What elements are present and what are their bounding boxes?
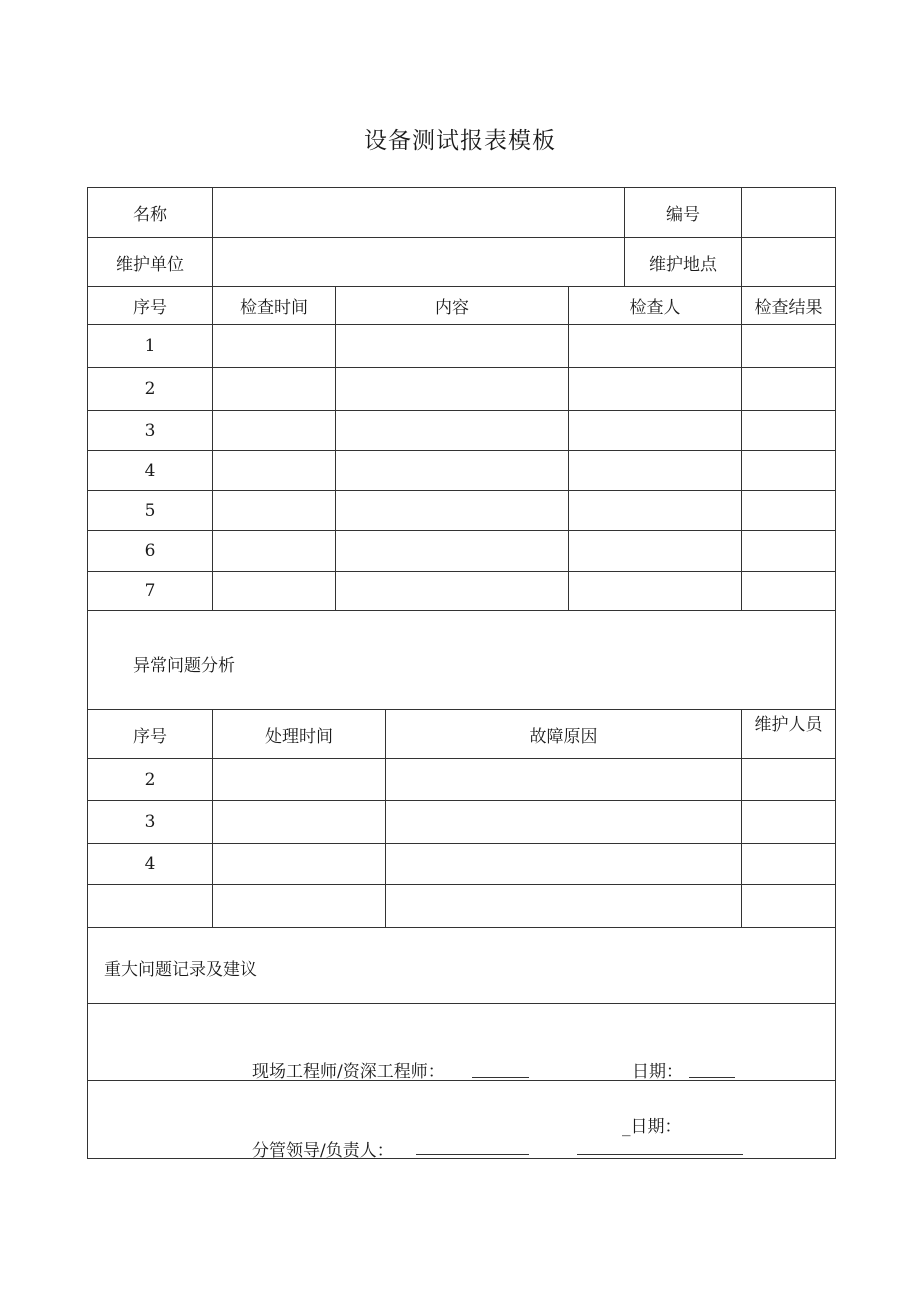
col-divider bbox=[335, 286, 336, 610]
col-header-no: 序号 bbox=[133, 298, 167, 318]
location-field[interactable] bbox=[742, 238, 835, 286]
col-divider bbox=[568, 286, 569, 610]
row-divider bbox=[88, 1080, 835, 1081]
anomaly-row-no: 4 bbox=[144, 854, 156, 874]
leader-date-line[interactable] bbox=[577, 1154, 743, 1155]
col-divider bbox=[212, 286, 213, 610]
name-field[interactable] bbox=[213, 188, 624, 237]
col-header-result: 检查结果 bbox=[754, 298, 823, 318]
number-field[interactable] bbox=[742, 188, 835, 237]
leader-signature-line[interactable] bbox=[416, 1154, 529, 1155]
inspection-row-no: 3 bbox=[144, 420, 156, 441]
unit-field[interactable] bbox=[213, 238, 624, 286]
page-title: 设备测试报表模板 bbox=[364, 128, 556, 154]
leader-signature-label: 分管领导/负责人： bbox=[252, 1141, 394, 1161]
engineer-signature-line[interactable] bbox=[472, 1077, 529, 1078]
col-header-check-time: 检查时间 bbox=[240, 298, 308, 318]
inspection-row-no: 2 bbox=[144, 379, 156, 399]
inspection-row-no: 5 bbox=[144, 500, 156, 521]
anomaly-row-no: 3 bbox=[144, 812, 156, 832]
anomaly-col-header-maintainer: 维护人员 bbox=[754, 715, 823, 735]
inspection-row-no: 4 bbox=[144, 460, 156, 481]
row-divider bbox=[88, 927, 835, 928]
inspection-row-no: 1 bbox=[144, 336, 156, 356]
col-divider bbox=[741, 286, 742, 610]
anomaly-col-header-handle-time: 处理时间 bbox=[265, 726, 333, 747]
location-label: 维护地点 bbox=[649, 254, 717, 275]
engineer-date-line[interactable] bbox=[689, 1077, 735, 1078]
anomaly-col-header-no: 序号 bbox=[133, 726, 167, 747]
inspection-row-no: 7 bbox=[144, 581, 156, 601]
anomaly-row-no: 2 bbox=[144, 769, 156, 790]
name-label: 名称 bbox=[133, 205, 167, 225]
row-divider bbox=[88, 1003, 835, 1004]
anomaly-col-header-fault-cause: 故障原因 bbox=[529, 726, 598, 747]
engineer-signature-label: 现场工程师/资深工程师： bbox=[252, 1062, 445, 1082]
engineer-date-label: 日期： bbox=[632, 1062, 683, 1082]
col-header-inspector: 检查人 bbox=[629, 298, 681, 318]
col-header-content: 内容 bbox=[435, 298, 469, 318]
inspection-row-no: 6 bbox=[144, 541, 156, 561]
anomaly-row-no bbox=[88, 885, 212, 927]
leader-date-label: _日期： bbox=[622, 1117, 682, 1137]
anomaly-section-label: 异常问题分析 bbox=[133, 656, 235, 676]
major-issues-label: 重大问题记录及建议 bbox=[104, 960, 257, 980]
row-divider bbox=[88, 610, 835, 611]
unit-label: 维护单位 bbox=[116, 254, 184, 275]
number-label: 编号 bbox=[666, 205, 700, 225]
report-table bbox=[87, 187, 836, 1159]
